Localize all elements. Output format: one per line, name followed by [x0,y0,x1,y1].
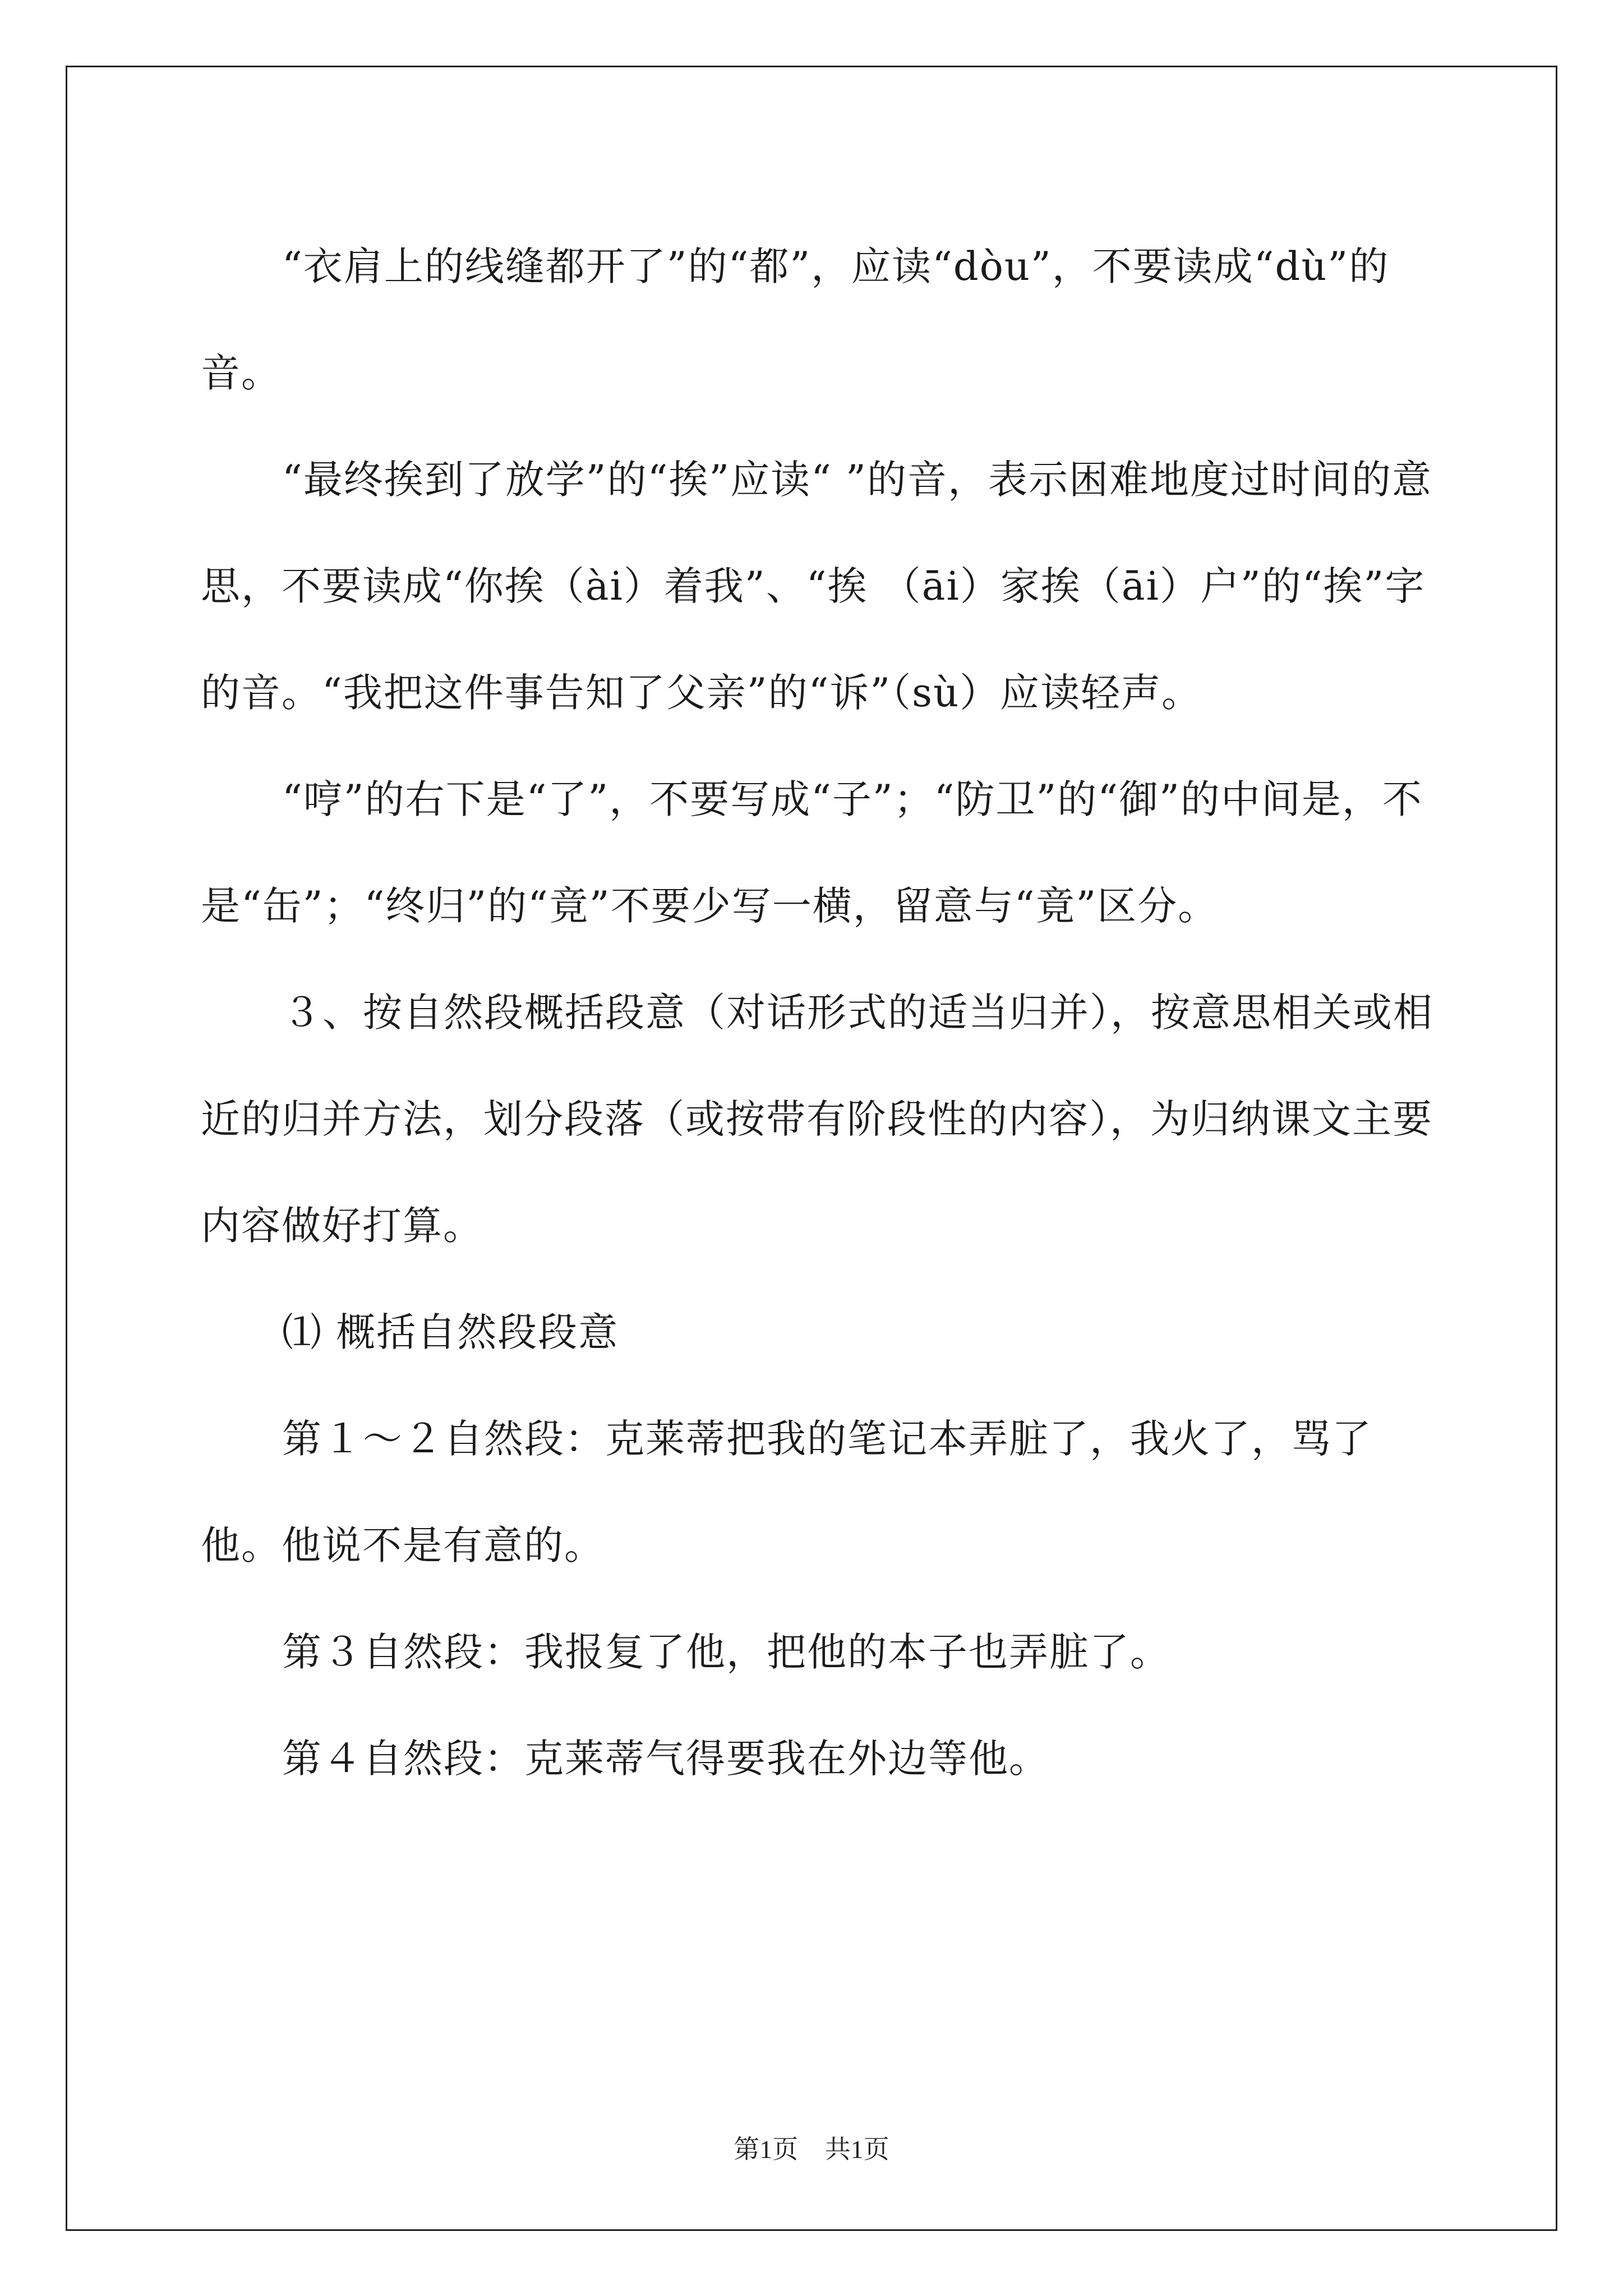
page-footer [0,2129,1623,2166]
paragraph-2: “最终挨到了放学”的“挨”应读“ ”的音，表示困难地度过时间的意思，不要读成“你挨（ài）着我”、“挨 （āi）家挨（āi）户”的“挨”字的音。“我把这件事告知了父亲”的“诉”（sù）应读轻声。 [201,457,1432,716]
paragraph-8: 第４自然段：克莱蒂气得要我在外边等他。 [282,1736,1049,1782]
page-number: 第1页 [734,2135,799,2164]
paragraph-7: 第３自然段：我报复了他，把他的本子也弄脏了。 [282,1629,1170,1675]
page-total: 共1页 [824,2135,889,2164]
paragraph-3: “哼”的右下是“了”，不要写成“子”；“防卫”的“御”的中间是，不是“缶”；“终归”的“竟”不要少写一横，留意与“竟”区分。 [201,776,1423,929]
paragraph-4: ３、按自然段概括段意（对话形式的适当归并），按意思相关或相近的归并方法，划分段落（或按带有阶段性的内容），为归纳课文主要内容做好打算。 [201,990,1433,1249]
paragraph-5: ⑴ 概括自然段段意 [282,1309,619,1355]
paragraph-1: “衣肩上的线缝都开了”的“都”，应读“dòu”，不要读成“dù”的音。 [201,243,1390,396]
paragraph-6: 第１～２自然段：克莱蒂把我的笔记本弄脏了，我火了，骂了他。他说不是有意的。 [201,1416,1372,1568]
document-body [201,213,1435,1812]
